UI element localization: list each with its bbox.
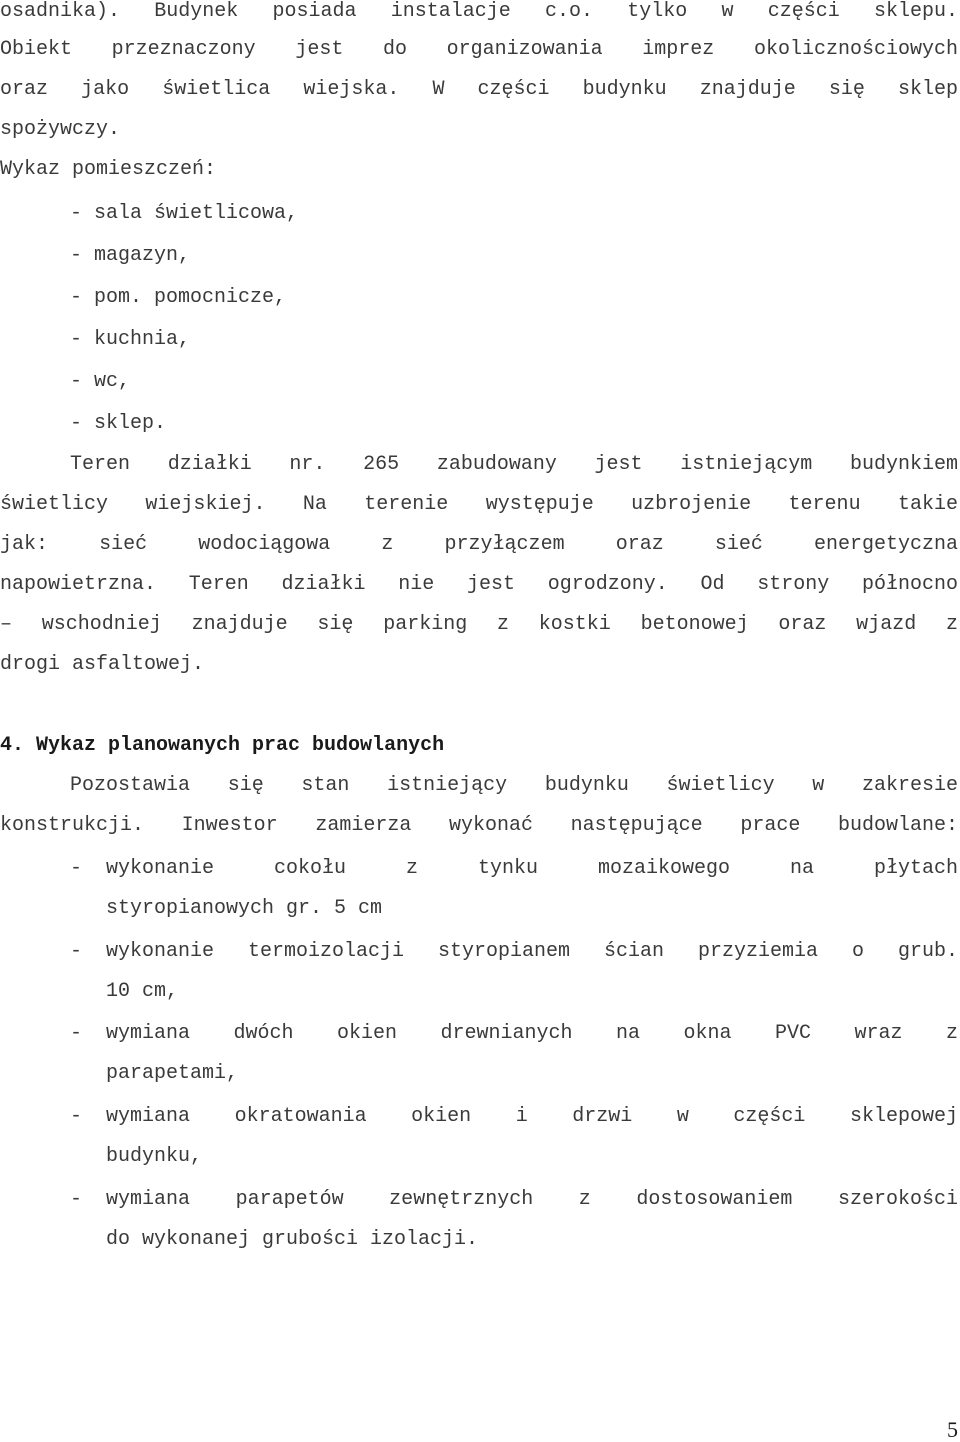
rooms-heading: Wykaz pomieszczeń:	[0, 158, 217, 181]
work-item-dash: -	[70, 1105, 83, 1128]
work-item-line: wymiana okratowania okien i drzwi w części sklepowej	[106, 1105, 958, 1128]
room-item: - magazyn,	[70, 244, 191, 267]
work-item-dash: -	[70, 940, 83, 963]
room-item: - kuchnia,	[70, 328, 191, 351]
section-paragraph-line: Pozostawia się stan istniejący budynku świetlicy w zakresie	[70, 774, 958, 797]
work-item-dash: -	[70, 1188, 83, 1211]
site-line: Teren działki nr. 265 zabudowany jest istniejącym budynkiem	[70, 453, 958, 476]
room-item: - pom. pomocnicze,	[70, 286, 287, 309]
section-paragraph-line: konstrukcji. Inwestor zamierza wykonać następujące prace budowlane:	[0, 814, 958, 837]
site-line: drogi asfaltowej.	[0, 653, 205, 676]
work-item-line: wymiana dwóch okien drewnianych na okna PVC wraz z	[106, 1022, 958, 1045]
work-item-dash: -	[70, 857, 83, 880]
site-line: napowietrzna. Teren działki nie jest ogrodzony. Od strony północno	[0, 573, 958, 596]
work-item-line: wykonanie cokołu z tynku mozaikowego na płytach	[106, 857, 958, 880]
work-item-line: styropianowych gr. 5 cm	[106, 897, 383, 920]
work-item-line: 10 cm,	[106, 980, 179, 1003]
intro-line: spożywczy.	[0, 118, 121, 141]
intro-line: osadnika). Budynek posiada instalacje c.o. tylko w części sklepu.	[0, 0, 958, 23]
section-heading: 4. Wykaz planowanych prac budowlanych	[0, 734, 445, 757]
work-item-line: do wykonanej grubości izolacji.	[106, 1228, 479, 1251]
intro-line: oraz jako świetlica wiejska. W części budynku znajduje się sklep	[0, 78, 958, 101]
room-item: - wc,	[70, 370, 131, 393]
page-number: 5	[947, 1417, 958, 1442]
work-item-line: parapetami,	[106, 1062, 239, 1085]
site-line: jak: sieć wodociągowa z przyłączem oraz sieć energetyczna	[0, 533, 958, 556]
work-item-dash: -	[70, 1022, 83, 1045]
site-line: świetlicy wiejskiej. Na terenie występuje uzbrojenie terenu takie	[0, 493, 958, 516]
work-item-line: budynku,	[106, 1145, 203, 1168]
site-line: – wschodniej znajduje się parking z kostki betonowej oraz wjazd z	[0, 613, 958, 636]
room-item: - sala świetlicowa,	[70, 202, 299, 225]
room-item: - sklep.	[70, 412, 167, 435]
intro-line: Obiekt przeznaczony jest do organizowania imprez okolicznościowych	[0, 38, 958, 61]
work-item-line: wymiana parapetów zewnętrznych z dostosowaniem szerokości	[106, 1188, 958, 1211]
work-item-line: wykonanie termoizolacji styropianem ścian przyziemia o grub.	[106, 940, 958, 963]
